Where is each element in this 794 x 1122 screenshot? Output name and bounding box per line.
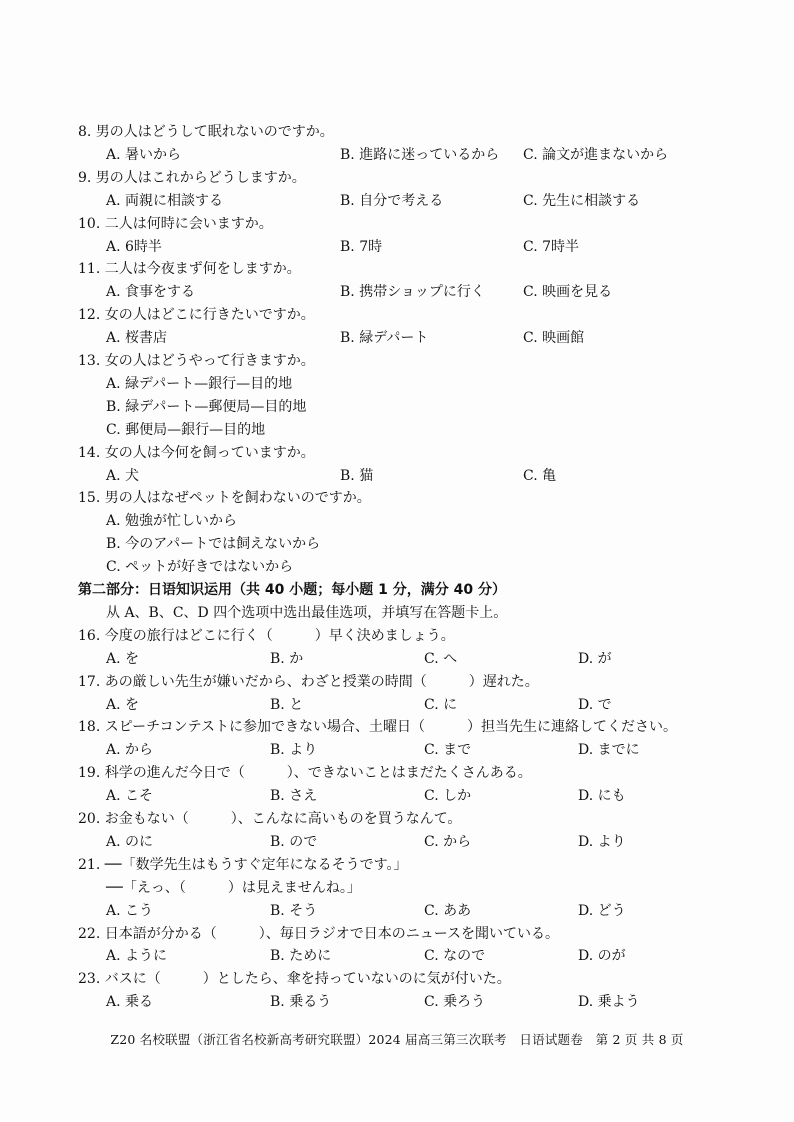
- question-text: 23. バスに（ ）としたら、傘を持っていないのに気が付いた。: [78, 971, 511, 988]
- options-line: [0, 236, 794, 258]
- option-a: A. 桜書店: [106, 330, 168, 347]
- option-a: A. のに: [106, 833, 154, 850]
- question-line: [0, 213, 794, 235]
- question-text: 16. 今度の旅行はどこに行く（ ）早く決めましょう。: [78, 627, 455, 644]
- question-text: 10. 二人は何時に会いますか。: [78, 215, 273, 232]
- question-text: 19. 科学の進んだ今日で（ ）、できないことはまだたくさんある。: [78, 765, 532, 782]
- option-a: A. 勉強が忙しいから: [106, 513, 238, 530]
- instruction-line: [0, 602, 794, 624]
- options-line: [0, 945, 794, 967]
- question-text: 21. ──「数学先生はもうすぐ定年になるそうです。」: [78, 856, 408, 873]
- option-b: B. 乗るう: [270, 994, 332, 1011]
- option-a: A. ように: [106, 948, 168, 965]
- option-d: D. 乗よう: [578, 994, 640, 1011]
- question-text: 8. 男の人はどうして眠れないのですか。: [78, 124, 334, 140]
- option-a: A. こそ: [106, 788, 154, 805]
- question-line: [0, 258, 794, 280]
- option-a: B. 緑デパート—郵便局—目的地: [106, 398, 307, 415]
- option-b: B. 携帯ショップに行く: [340, 284, 485, 301]
- options-line: [0, 785, 794, 807]
- question-line: [0, 671, 794, 693]
- question-text: 13. 女の人はどうやって行きますか。: [78, 353, 315, 369]
- question-text: 18. スピーチコンテストに参加できない場合、土曜日（ ）担当先生に連絡してください。: [78, 719, 678, 736]
- option-c: C. 先生に相談する: [523, 192, 641, 209]
- option-d: D. どう: [578, 902, 626, 919]
- option-b: B. そう: [270, 902, 318, 919]
- option-a: A. 両親に相談する: [106, 192, 224, 209]
- option-b: B. さえ: [270, 788, 318, 805]
- question-text: 12. 女の人はどこに行きたいですか。: [78, 307, 315, 324]
- question-text: 14. 女の人は今何を飼っていますか。: [78, 444, 315, 461]
- options-line: [0, 465, 794, 487]
- option-c: C. ああ: [424, 902, 472, 919]
- question-text: 20. お金もない（ ）、こんなに高いものを買うなんて。: [78, 811, 462, 827]
- options-line: [0, 533, 794, 555]
- options-line: [0, 419, 794, 441]
- question-text: 11. 二人は今夜まず何をしますか。: [78, 261, 301, 278]
- options-line: [0, 739, 794, 761]
- option-c: C. なので: [424, 948, 486, 965]
- question-line: [0, 304, 794, 326]
- option-b: B. 進路に迷っているから: [340, 146, 500, 163]
- option-d: D. までに: [578, 742, 640, 759]
- options-line: [0, 900, 794, 922]
- options-line: [0, 396, 794, 418]
- options-line: [0, 510, 794, 532]
- options-line: [0, 281, 794, 303]
- question-text: 15. 男の人はなぜペットを飼わないのですか。: [78, 490, 371, 507]
- options-line: [0, 327, 794, 349]
- question-line: [0, 716, 794, 738]
- option-c: C. に: [424, 696, 458, 713]
- option-c: C. しか: [424, 788, 472, 805]
- option-a: B. 今のアパートでは飼えないから: [106, 536, 321, 553]
- option-c: C. 7時半: [523, 238, 580, 255]
- question-text: ──「えっ、（ ）は見えませんね。」: [106, 879, 361, 896]
- option-b: B. より: [270, 742, 318, 759]
- question-line: [0, 121, 794, 143]
- option-c: C. 亀: [523, 467, 557, 484]
- section-heading-line: [0, 579, 794, 601]
- options-line: [0, 373, 794, 395]
- option-a: A. を: [106, 696, 140, 713]
- option-a: A. 6時半: [106, 238, 162, 255]
- options-line: [0, 831, 794, 853]
- question-line: [0, 762, 794, 784]
- instruction-text: 从 A、B、C、D 四个选项中选出最佳选项，并填写在答题卡上。: [106, 604, 508, 621]
- question-line: [0, 877, 794, 899]
- option-d: D. のが: [578, 948, 626, 965]
- question-line: [0, 442, 794, 464]
- option-d: D. にも: [578, 788, 626, 805]
- question-line: [0, 854, 794, 876]
- option-a: C. 郵便局—銀行—目的地: [106, 421, 266, 438]
- option-a: A. 暑いから: [106, 146, 182, 163]
- option-c: C. から: [424, 833, 472, 850]
- option-c: C. 論文が進まないから: [523, 146, 669, 163]
- option-b: B. ので: [270, 833, 318, 850]
- question-line: [0, 350, 794, 372]
- option-a: A. こう: [106, 902, 154, 919]
- option-b: B. ために: [270, 948, 332, 965]
- option-b: B. と: [270, 696, 304, 713]
- question-text: 17. あの厳しい先生が嫌いだから、わざと授業の時間（ ）遅れた。: [78, 673, 539, 690]
- option-b: B. 自分で考える: [340, 192, 444, 209]
- options-line: [0, 694, 794, 716]
- option-a: A. から: [106, 742, 154, 759]
- options-line: [0, 144, 794, 166]
- option-d: D. より: [578, 833, 626, 850]
- options-line: [0, 190, 794, 212]
- question-line: [0, 968, 794, 990]
- page-footer: Z20 名校联盟（浙江省名校新高考研究联盟）2024 届高三第三次联考 日语试题卷 第 2 页 共 8 页: [110, 1032, 684, 1047]
- question-line: [0, 167, 794, 189]
- question-line: [0, 487, 794, 509]
- option-c: C. 映画を見る: [523, 284, 613, 301]
- option-a: A. 犬: [106, 467, 140, 484]
- option-a: C. ペットが好きではないから: [106, 559, 294, 576]
- question-text: 9. 男の人はこれからどうしますか。: [78, 169, 306, 186]
- option-a: A. 乗る: [106, 994, 154, 1011]
- option-a: A. 食事をする: [106, 284, 196, 301]
- question-line: [0, 923, 794, 945]
- option-d: D. で: [578, 696, 612, 713]
- option-b: B. 猫: [340, 467, 374, 484]
- options-line: [0, 648, 794, 670]
- option-b: B. 7時: [340, 238, 383, 255]
- option-c: C. 乗ろう: [424, 994, 486, 1011]
- option-c: C. へ: [424, 650, 458, 667]
- option-a: A. 緑デパート—銀行—目的地: [106, 375, 293, 392]
- option-c: C. 映画館: [523, 330, 585, 347]
- section-heading: 第二部分：日语知识运用（共 40 小题；每小题 1 分，满分 40 分）: [78, 582, 506, 598]
- options-line: [0, 991, 794, 1013]
- option-b: B. か: [270, 650, 304, 667]
- question-line: [0, 625, 794, 647]
- options-line: [0, 556, 794, 578]
- option-a: A. を: [106, 650, 140, 667]
- option-d: D. が: [578, 650, 612, 667]
- question-text: 22. 日本語が分かる（ ）、毎日ラジオで日本のニュースを聞いている。: [78, 925, 560, 942]
- option-b: B. 緑デパート: [340, 330, 429, 347]
- question-line: [0, 808, 794, 830]
- option-c: C. まで: [424, 742, 472, 759]
